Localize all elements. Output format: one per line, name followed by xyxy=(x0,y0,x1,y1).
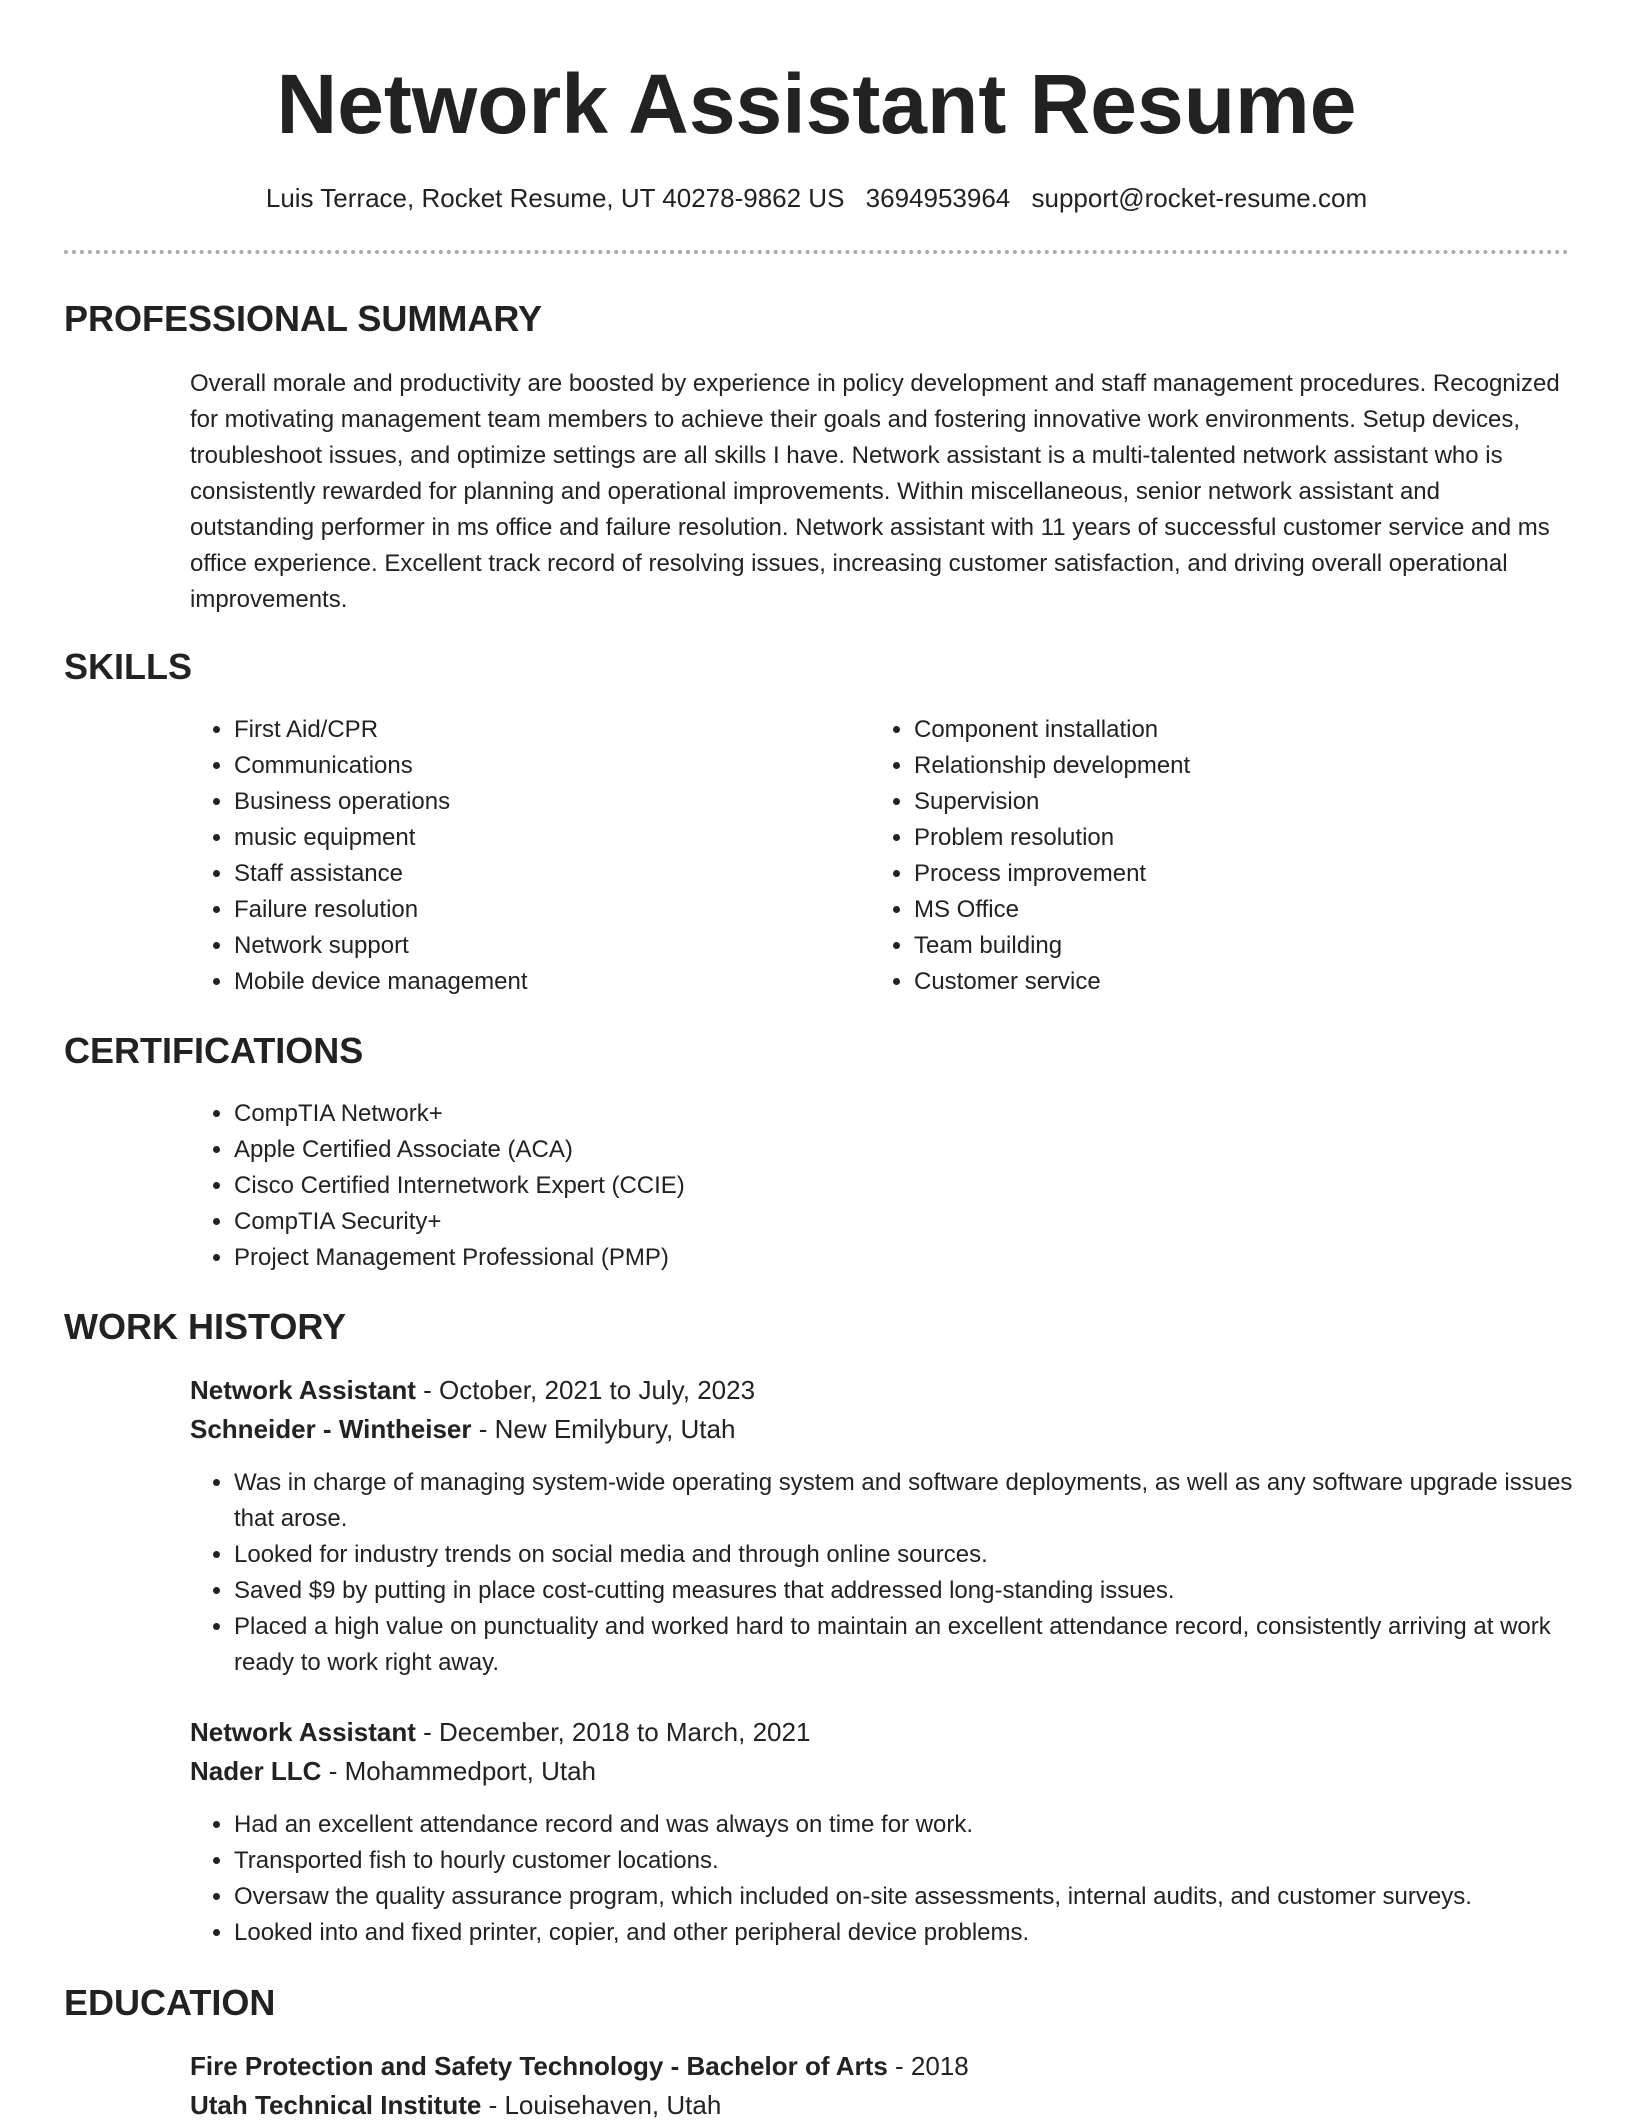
job-2-title-line xyxy=(190,1712,1569,1752)
job-2-duties xyxy=(190,1807,1613,1951)
job-location: - New Emilybury, Utah xyxy=(471,1414,736,1444)
job-duty: • Was in charge of managing system-wide operating system and software deployments, as well as any software upgrade issues that arose. xyxy=(234,1465,1613,1537)
skill-item: • Supervision xyxy=(914,784,1564,820)
skill-item: • Network support xyxy=(234,928,834,964)
resume-title: Network Assistant Resume xyxy=(276,57,1357,151)
certification-item: • CompTIA Network+ xyxy=(234,1096,1434,1132)
job-1-duties xyxy=(190,1465,1613,1681)
education-degree-line xyxy=(190,2046,1569,2086)
certification-item: • CompTIA Security+ xyxy=(234,1204,1434,1240)
education-location: - Louisehaven, Utah xyxy=(481,2090,722,2120)
skill-item: • Business operations xyxy=(234,784,834,820)
skill-item: • Process improvement xyxy=(914,856,1564,892)
skill-item: • Component installation xyxy=(914,712,1564,748)
education-heading: EDUCATION xyxy=(64,1982,276,2023)
job-location: - Mohammedport, Utah xyxy=(321,1756,597,1786)
contact-line xyxy=(64,178,1569,218)
certifications-heading: CERTIFICATIONS xyxy=(64,1030,364,1071)
skills-list-right xyxy=(870,712,1564,1000)
job-duty: • Oversaw the quality assurance program, which included on-site assessments, internal audits, and customer surveys. xyxy=(234,1879,1613,1915)
contact-phone: 3694953964 xyxy=(865,183,1011,213)
skill-item: • Staff assistance xyxy=(234,856,834,892)
skill-item: • Communications xyxy=(234,748,834,784)
job-1-title-line xyxy=(190,1370,1569,1410)
job-duty: • Looked into and fixed printer, copier, and other peripheral device problems. xyxy=(234,1915,1613,1951)
skill-item: • Mobile device management xyxy=(234,964,834,1000)
job-title: Network Assistant xyxy=(190,1717,416,1747)
contact-address: Luis Terrace, Rocket Resume, UT 40278-9862 US xyxy=(265,183,845,213)
job-dates: - December, 2018 to March, 2021 xyxy=(415,1717,811,1747)
skills-list-left xyxy=(190,712,834,1000)
skill-item: • First Aid/CPR xyxy=(234,712,834,748)
certification-item: • Project Management Professional (PMP) xyxy=(234,1240,1434,1276)
certification-item: • Cisco Certified Internetwork Expert (CCIE) xyxy=(234,1168,1434,1204)
skill-item: • Team building xyxy=(914,928,1564,964)
job-duty: • Looked for industry trends on social media and through online sources. xyxy=(234,1537,1613,1573)
education-school-line xyxy=(190,2085,1569,2125)
skill-item: • Failure resolution xyxy=(234,892,834,928)
certifications-list xyxy=(190,1096,1434,1276)
job-title: Network Assistant xyxy=(190,1375,416,1405)
job-1-company-line xyxy=(190,1409,1569,1449)
skill-item: • music equipment xyxy=(234,820,834,856)
job-duty: • Saved $9 by putting in place cost-cutting measures that addressed long-standing issues. xyxy=(234,1573,1613,1609)
job-dates: - October, 2021 to July, 2023 xyxy=(415,1375,756,1405)
education-year: - 2018 xyxy=(887,2051,969,2081)
job-company: Nader LLC xyxy=(190,1756,322,1786)
header-divider xyxy=(64,250,1569,254)
job-duty: • Had an excellent attendance record and was always on time for work. xyxy=(234,1807,1613,1843)
contact-email: support@rocket-resume.com xyxy=(1031,183,1368,213)
skill-item: • MS Office xyxy=(914,892,1564,928)
summary-heading: PROFESSIONAL SUMMARY xyxy=(64,298,543,339)
education-degree: Fire Protection and Safety Technology - Bachelor of Arts xyxy=(190,2051,888,2081)
skill-item: • Customer service xyxy=(914,964,1564,1000)
summary-text: Overall morale and productivity are boosted by experience in policy development and staff management procedures. Recognized for motivating management team members to achieve their goals and fostering innovative work environments. Setup devices, troubleshoot issues, and optimize settings are all skills I have. Network assistant is a multi-talented network assistant who is consistently rewarded for planning and operational improvements. Within miscellaneous, senior network assistant and outstanding performer in ms office and failure resolution. Network assistant with 11 years of successful customer service and ms office experience. Excellent track record of resolving issues, increasing customer satisfaction, and driving overall operational improvements. xyxy=(190,370,1560,613)
certification-item: • Apple Certified Associate (ACA) xyxy=(234,1132,1434,1168)
skill-item: • Relationship development xyxy=(914,748,1564,784)
work-history-heading: WORK HISTORY xyxy=(64,1306,347,1347)
job-duty: • Transported fish to hourly customer locations. xyxy=(234,1843,1613,1879)
job-2-company-line xyxy=(190,1751,1569,1791)
job-company: Schneider - Wintheiser xyxy=(190,1414,472,1444)
education-school: Utah Technical Institute xyxy=(190,2090,482,2120)
skills-heading: SKILLS xyxy=(64,646,193,687)
skill-item: • Problem resolution xyxy=(914,820,1564,856)
job-duty: • Placed a high value on punctuality and worked hard to maintain an excellent attendance record, consistently arriving at work ready to work right away. xyxy=(234,1609,1613,1681)
